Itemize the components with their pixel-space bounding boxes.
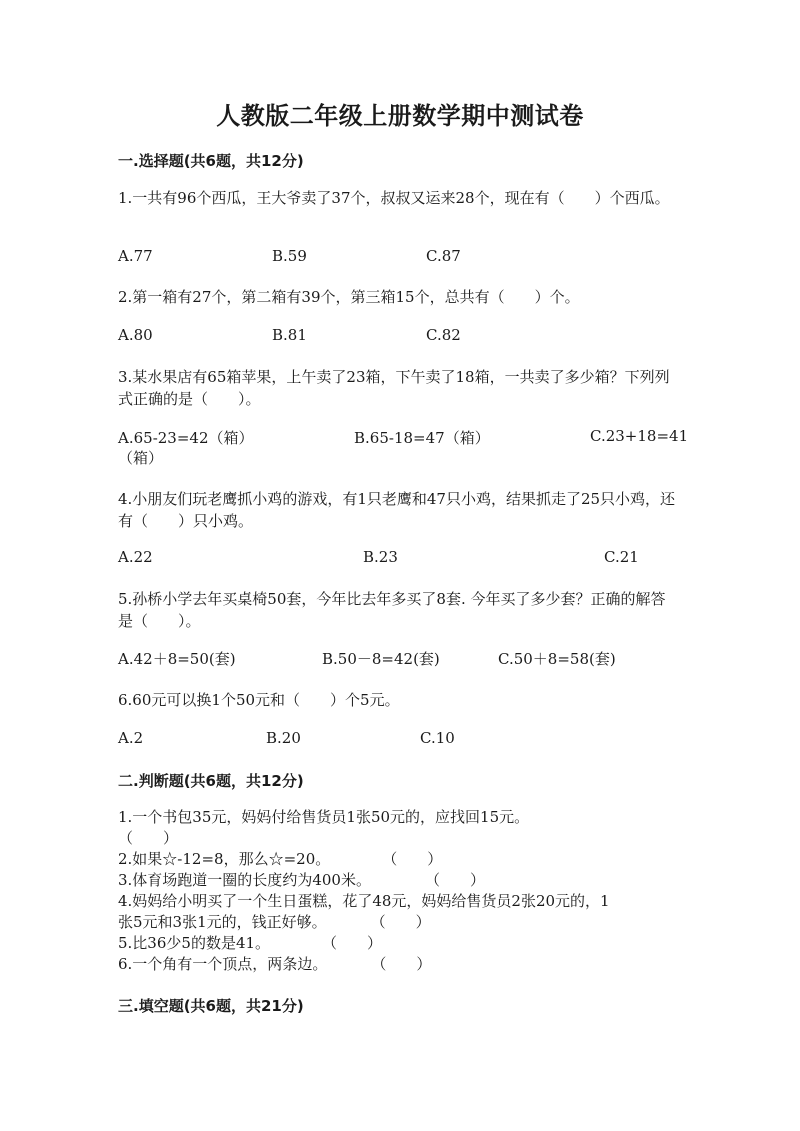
tf-answer-paren: （ ） [322, 934, 383, 952]
question-4-options [118, 548, 678, 570]
option-c: C.50＋8=58(套) [498, 650, 616, 668]
option-c: C.23+18=41 [590, 427, 689, 445]
section-heading-true-false: 二.判断题(共6题，共12分) [118, 772, 304, 790]
question-4: 4.小朋友们玩老鹰抓小鸡的游戏，有1只老鹰和47只小鸡，结果抓走了25只小鸡，还有（ ）只小鸡。 [118, 490, 676, 530]
option-c: C.87 [426, 247, 461, 265]
option-b: B.81 [272, 326, 307, 344]
tf-item-1-paren: （ ） [118, 829, 179, 847]
question-2-options [118, 326, 678, 348]
option-b: B.50－8=42(套) [322, 650, 440, 668]
option-a: A.77 [118, 247, 153, 265]
section-heading-fill-in: 三.填空题(共6题，共21分) [118, 997, 304, 1015]
option-c: C.10 [420, 729, 455, 747]
tf-item-3-text: 3.体育场跑道一圈的长度约为400米。 [118, 871, 371, 889]
option-b: B.20 [266, 729, 301, 747]
question-3-options [118, 427, 689, 449]
option-c: C.82 [426, 326, 461, 344]
question-5: 5.孙桥小学去年买桌椅50套，今年比去年多买了8套. 今年买了多少套？正确的解答是（ ）。 [118, 590, 666, 630]
tf-item-5-text: 5.比36少5的数是41。 [118, 934, 271, 952]
option-a: A.65-23=42（箱） [118, 429, 254, 447]
tf-item-1: 1.一个书包35元，妈妈付给售货员1张50元的，应找回15元。 [118, 808, 530, 826]
option-b: B.23 [363, 548, 398, 566]
option-b: B.65-18=47（箱） [354, 429, 490, 447]
question-6: 6.60元可以换1个50元和（ ）个5元。 [118, 691, 400, 709]
question-3: 3.某水果店有65箱苹果，上午卖了23箱，下午卖了18箱，一共卖了多少箱？下列列式正确的是（ ）。 [118, 368, 670, 408]
question-5-options [118, 648, 678, 670]
option-a: A.42＋8=50(套) [118, 650, 236, 668]
option-a: A.22 [118, 548, 153, 566]
section-heading-multiple-choice: 一.选择题(共6题，共12分) [118, 152, 304, 170]
tf-item-6 [118, 954, 678, 975]
tf-item-4-cont [118, 912, 678, 933]
page-title: 人教版二年级上册数学期中测试卷 [216, 101, 584, 130]
tf-item-2-text: 2.如果☆-12=8，那么☆=20。 [118, 850, 331, 868]
tf-answer-paren: （ ） [382, 850, 443, 868]
question-1: 1.一共有96个西瓜，王大爷卖了37个，叔叔又运来28个，现在有（ ）个西瓜。 [118, 189, 670, 207]
question-3-options-wrap [118, 447, 678, 469]
question-2: 2.第一箱有27个，第二箱有39个，第三箱15个，总共有（ ）个。 [118, 288, 580, 306]
tf-item-5 [118, 933, 678, 954]
tf-item-2 [118, 849, 678, 870]
tf-item-4: 4.妈妈给小明买了一个生日蛋糕，花了48元，妈妈给售货员2张20元的，1 [118, 892, 610, 910]
tf-item-3 [118, 870, 678, 891]
true-false-list [118, 807, 678, 975]
option-a: A.2 [118, 729, 144, 747]
option-c-unit: （箱） [118, 449, 164, 467]
tf-answer-paren: （ ） [371, 955, 432, 973]
tf-answer-paren: （ ） [370, 913, 431, 931]
tf-answer-paren: （ ） [424, 871, 485, 889]
question-6-options [118, 729, 678, 751]
option-c: C.21 [604, 548, 639, 566]
tf-item-6-text: 6.一个角有一个顶点，两条边。 [118, 955, 328, 973]
option-a: A.80 [118, 326, 153, 344]
tf-item-4-text: 张5元和3张1元的，钱正好够。 [118, 913, 327, 931]
option-b: B.59 [272, 247, 307, 265]
question-1-options [118, 247, 678, 269]
